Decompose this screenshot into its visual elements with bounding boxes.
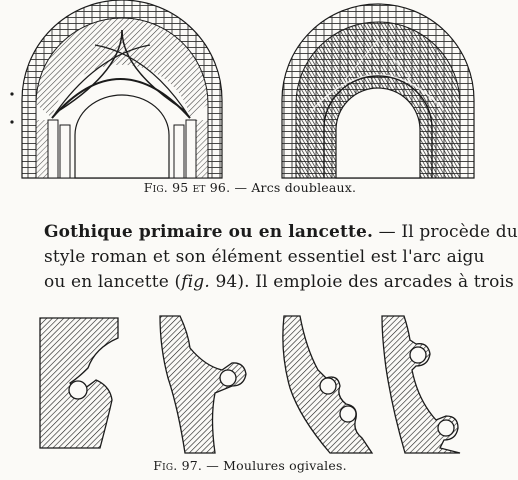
figure-number: Fig. 95 et 96. [143, 180, 231, 195]
paragraph-line-1 [44, 220, 518, 245]
body-paragraph [44, 220, 518, 295]
figure-caption-95-96 [0, 180, 500, 195]
paragraph-line-2: style roman et son élément essentiel est l'arc aigu [44, 247, 485, 267]
left-arch [22, 0, 222, 178]
figure-number: Fig. 97. [153, 458, 203, 473]
figure-caption-text: — Moulures ogivales. [206, 458, 347, 473]
arches-illustration [0, 0, 500, 178]
line-1-text: — Il procède du [378, 222, 518, 242]
moulding-profile-1 [40, 318, 118, 448]
figure-caption-97 [0, 458, 500, 473]
moulding-profile-4 [382, 316, 460, 453]
line-3-end: 94). Il emploie des arcades à trois [209, 272, 514, 292]
mouldings-illustration [0, 308, 500, 458]
paragraph-line-3 [44, 270, 514, 295]
line-3-start: ou en lancette ( [44, 272, 182, 292]
moulding-profile-3 [262, 316, 372, 453]
section-heading: Gothique primaire ou en lancette. [44, 222, 374, 242]
right-arch [282, 4, 474, 178]
moulding-profile-2 [160, 316, 246, 453]
figure-caption-text: — Arcs doubleaux. [234, 180, 357, 195]
figure-reference: fig. [181, 272, 210, 292]
